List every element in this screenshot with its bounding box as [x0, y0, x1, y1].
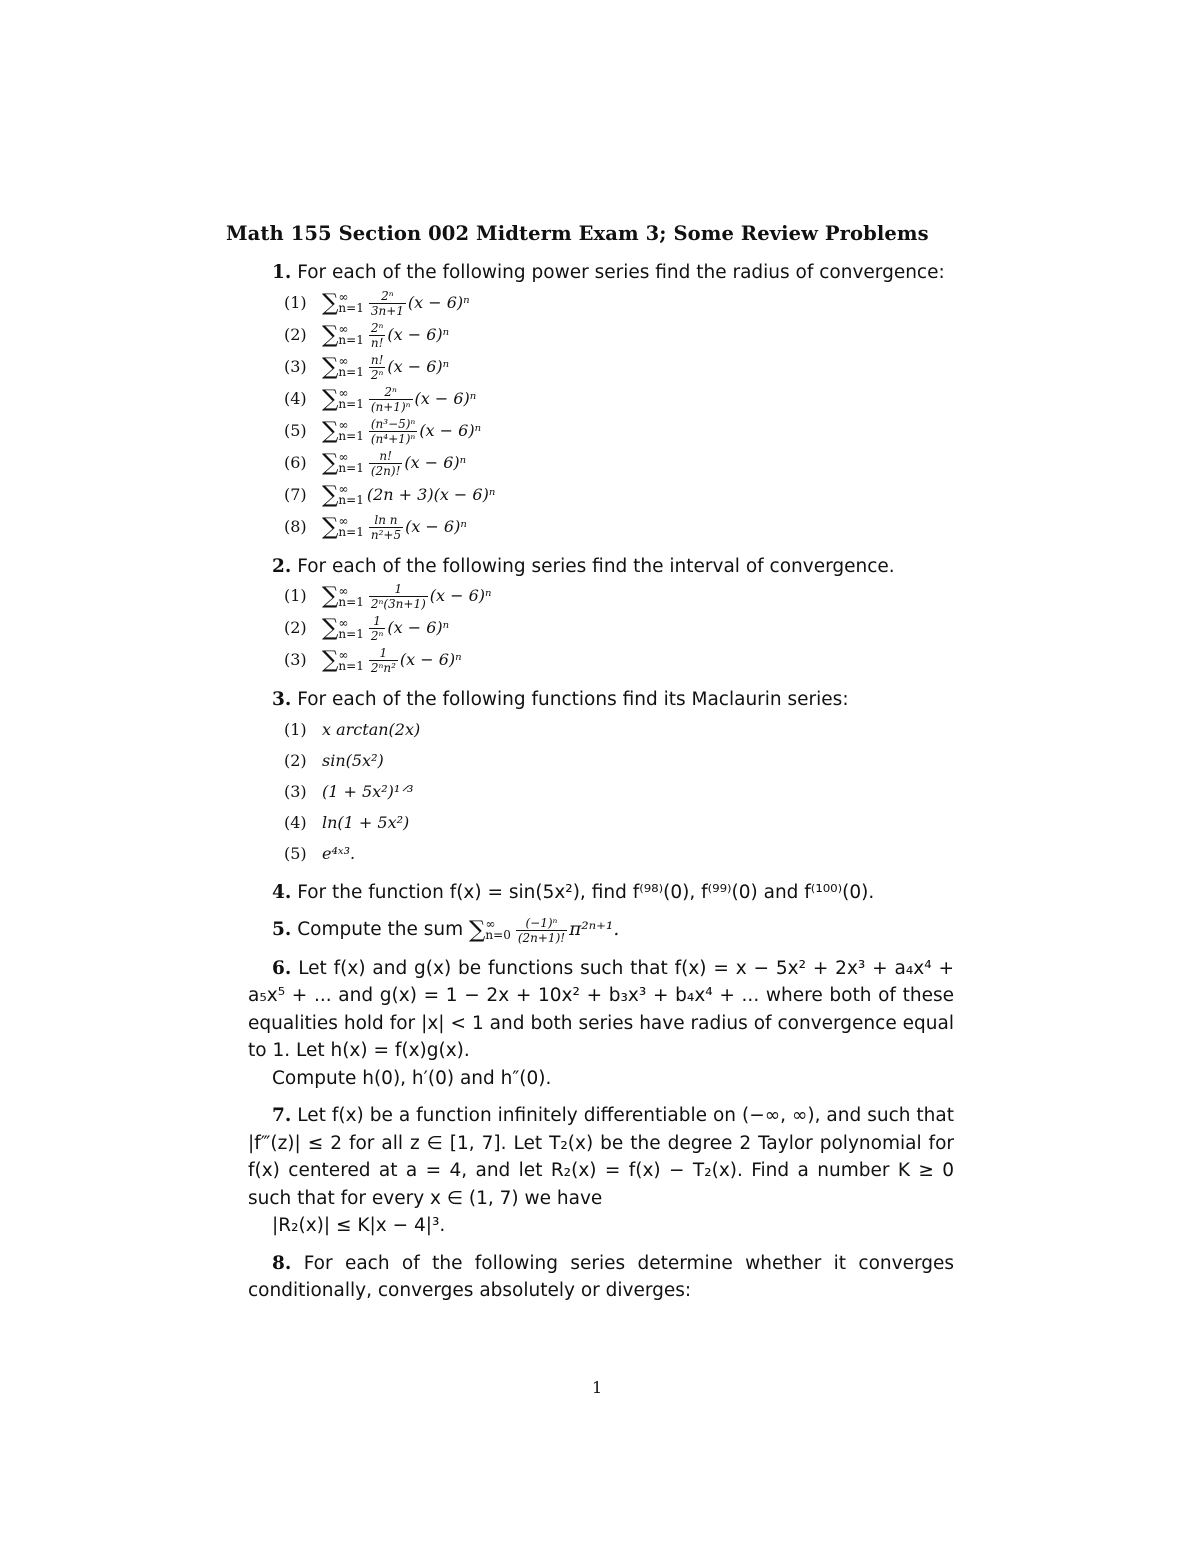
expression-tail: (x − 6)ⁿ	[404, 452, 467, 472]
expression-tail: (x − 6)ⁿ	[399, 650, 462, 669]
sigma-symbol: ∑	[322, 321, 339, 348]
sigma-symbol: ∑	[322, 583, 339, 609]
sum-limits	[338, 516, 363, 538]
sum-limits	[338, 647, 364, 673]
problem-2-items	[248, 580, 954, 676]
denominator: 2ⁿ	[370, 367, 384, 382]
lower-limit: n=1	[338, 397, 364, 411]
upper-limit: ∞	[338, 354, 349, 368]
sigma-symbol: ∑	[322, 449, 339, 476]
item-label: (5)	[284, 420, 307, 440]
fraction	[369, 290, 406, 317]
upper-limit: ∞	[338, 322, 349, 336]
sum-limits	[338, 452, 363, 474]
list-item	[284, 351, 954, 383]
upper-limit: ∞	[338, 615, 349, 630]
numerator: 2ⁿ	[369, 290, 406, 304]
page-number: 1	[592, 1378, 603, 1397]
list-item	[284, 511, 954, 543]
problem-8	[248, 1250, 954, 1305]
numerator: ln n	[369, 514, 403, 528]
lower-limit: n=1	[338, 429, 364, 443]
sigma-symbol: ∑	[322, 615, 339, 641]
expression: sin(5x²)	[322, 750, 384, 770]
problem-3	[248, 686, 954, 714]
sigma-symbol: ∑	[322, 647, 339, 673]
sum-limits	[338, 583, 364, 609]
sigma-symbol: ∑	[322, 289, 339, 316]
sum-limits	[338, 292, 363, 314]
sum-limits	[338, 484, 363, 506]
problem-number: 4.	[272, 881, 292, 903]
denominator: (2n+1)!	[517, 930, 566, 945]
list-item	[284, 287, 954, 319]
lower-limit: n=1	[338, 594, 364, 609]
upper-limit: ∞	[485, 917, 496, 931]
sigma-symbol: ∑	[322, 513, 339, 540]
sum-limits	[338, 615, 364, 641]
upper-limit: ∞	[338, 450, 349, 464]
sigma-symbol: ∑	[322, 385, 339, 412]
item-label: (2)	[284, 750, 307, 770]
lower-limit: n=1	[338, 525, 364, 539]
sum-limits	[338, 388, 363, 410]
expression-tail: (x − 6)ⁿ	[419, 420, 482, 440]
denominator: 2ⁿ	[370, 629, 384, 643]
denominator: n!	[370, 335, 384, 350]
item-label: (1)	[284, 586, 307, 605]
item-label: (4)	[284, 812, 307, 832]
denominator: (n⁴+1)ⁿ	[370, 431, 416, 446]
list-item	[284, 644, 954, 676]
lower-limit: n=1	[338, 333, 364, 347]
sigma-symbol: ∑	[322, 353, 339, 380]
list-item	[284, 776, 954, 807]
problem-number: 2.	[272, 555, 292, 577]
numerator: 1	[369, 647, 398, 661]
denominator: (n+1)ⁿ	[370, 399, 411, 414]
list-item	[284, 580, 954, 612]
fraction	[369, 418, 417, 445]
expression-tail: (x − 6)ⁿ	[387, 618, 450, 637]
list-item	[284, 612, 954, 644]
lower-limit: n=0	[485, 928, 511, 942]
list-item	[284, 319, 954, 351]
problem-number: 8.	[272, 1252, 292, 1274]
expression: ln(1 + 5x²)	[322, 812, 410, 832]
list-item	[284, 714, 954, 745]
expression: (1 + 5x²)¹ᐟ³	[322, 781, 414, 801]
item-label: (3)	[284, 781, 307, 801]
expression-tail: (x − 6)ⁿ	[387, 356, 450, 376]
document-page	[226, 222, 954, 1305]
upper-limit: ∞	[338, 290, 349, 304]
list-item	[284, 447, 954, 479]
problem-text: For the function f(x) = sin(5x²), find f⁽⁹⁸⁾(0), f⁽⁹⁹⁾(0) and f⁽¹⁰⁰⁾(0).	[297, 881, 875, 903]
problem-text: For each of the following power series find the radius of convergence:	[297, 262, 945, 283]
numerator: 2ⁿ	[369, 322, 386, 336]
item-label: (5)	[284, 843, 307, 863]
problem-text-continued: Compute h(0), h′(0) and h″(0).	[272, 1067, 552, 1089]
list-item	[284, 383, 954, 415]
problem-number: 1.	[272, 262, 292, 283]
problem-number: 7.	[272, 1105, 292, 1126]
lower-limit: n=1	[338, 301, 364, 315]
expression-tail: (x − 6)ⁿ	[414, 388, 477, 408]
item-label: (6)	[284, 452, 307, 472]
sum-limits	[485, 919, 510, 941]
fraction	[369, 386, 413, 413]
fraction	[369, 514, 403, 541]
item-label: (8)	[284, 516, 307, 536]
numerator: n!	[370, 352, 384, 367]
sum-limits	[338, 324, 363, 346]
fraction	[369, 615, 386, 642]
expression-tail: (x − 6)ⁿ	[387, 324, 450, 344]
sigma-symbol: ∑	[468, 917, 486, 943]
sigma-symbol: ∑	[322, 481, 339, 508]
item-label: (7)	[284, 484, 307, 504]
denominator: 2ⁿn²	[370, 661, 396, 675]
problem-number: 5.	[272, 919, 292, 940]
problem-7	[248, 1102, 954, 1240]
fraction	[369, 647, 398, 674]
numerator: 2ⁿ	[369, 386, 413, 400]
lower-limit: n=1	[338, 365, 364, 379]
list-item	[284, 807, 954, 838]
sum-limits	[338, 356, 363, 378]
expression: x arctan(2x)	[322, 719, 421, 739]
sigma-symbol: ∑	[322, 417, 339, 444]
list-item	[284, 479, 954, 511]
problem-4	[248, 879, 954, 907]
problem-text: Compute the sum	[297, 919, 464, 940]
fraction	[369, 354, 386, 381]
item-label: (4)	[284, 388, 307, 408]
upper-limit: ∞	[338, 482, 349, 496]
problem-text: Let f(x) be a function infinitely differentiable on (−∞, ∞), and such that |f‴(z)| ≤ 2 for all z ∈ [1, 7]. Let T₂(x) be the degree 2 Taylor polynomial for f(x) centered at a = 4, and let R₂(x) = f(x) − T₂(x). Find a number K ≥ 0 such that for every x ∈ (1, 7) we have	[248, 1105, 954, 1209]
item-label: (2)	[284, 618, 307, 637]
problem-text: For each of the following series determine whether it converges conditionally, converges absolutely or diverges:	[248, 1252, 954, 1301]
item-label: (2)	[284, 324, 307, 344]
expression-tail: π²ⁿ⁺¹.	[569, 919, 620, 940]
problem-3-items	[248, 714, 954, 869]
denominator: (2n)!	[370, 463, 401, 478]
expression: (2n + 3)(x − 6)ⁿ	[366, 484, 496, 504]
problem-1	[248, 259, 954, 287]
item-label: (1)	[284, 719, 307, 739]
page-title: Math 155 Section 002 Midterm Exam 3; Some Review Problems	[226, 222, 929, 245]
numerator: 1	[369, 615, 386, 629]
upper-limit: ∞	[338, 386, 349, 400]
lower-limit: n=1	[338, 461, 364, 475]
fraction	[369, 583, 428, 610]
problem-5	[248, 916, 954, 945]
problem-text: For each of the following functions find its Maclaurin series:	[297, 689, 849, 710]
lower-limit: n=1	[338, 626, 364, 641]
upper-limit: ∞	[338, 647, 349, 662]
upper-limit: ∞	[338, 514, 349, 528]
item-label: (3)	[284, 356, 307, 376]
problem-number: 6.	[272, 957, 292, 979]
lower-limit: n=1	[338, 493, 364, 507]
fraction	[369, 322, 386, 349]
upper-limit: ∞	[338, 583, 349, 598]
sum-limits	[338, 420, 363, 442]
problem-1-items	[248, 287, 954, 543]
lower-limit: n=1	[338, 658, 364, 673]
problem-text: Let f(x) and g(x) be functions such that f(x) = x − 5x² + 2x³ + a₄x⁴ + a₅x⁵ + ... and g(x) = 1 − 2x + 10x² + b₃x³ + b₄x⁴ + ... where both of these equalities hold for |x| < 1 and both series have radius of convergence equal to 1. Let h(x) = f(x)g(x).	[248, 957, 954, 1061]
problem-6	[248, 955, 954, 1093]
expression-tail: (x − 6)ⁿ	[405, 516, 467, 536]
list-item	[284, 745, 954, 776]
upper-limit: ∞	[338, 418, 349, 432]
numerator: 1	[369, 583, 428, 597]
problem-text: For each of the following series find the interval of convergence.	[297, 555, 895, 577]
expression-tail: (x − 6)ⁿ	[407, 292, 470, 312]
list-item	[284, 838, 954, 869]
numerator: (n³−5)ⁿ	[370, 416, 416, 431]
numerator: n!	[369, 450, 403, 464]
fraction	[516, 917, 567, 944]
expression: e⁴ˣ³.	[322, 843, 356, 863]
denominator: 2ⁿ(3n+1)	[370, 597, 426, 611]
problem-text-continued: |R₂(x)| ≤ K|x − 4|³.	[272, 1215, 446, 1236]
denominator: 3n+1	[370, 303, 404, 318]
numerator: (−1)ⁿ	[516, 917, 567, 931]
list-item	[284, 415, 954, 447]
fraction	[369, 450, 403, 477]
problem-2	[248, 553, 954, 581]
item-label: (1)	[284, 292, 307, 312]
expression-tail: (x − 6)ⁿ	[429, 586, 492, 605]
item-label: (3)	[284, 650, 307, 669]
denominator: n²+5	[370, 527, 402, 542]
problem-number: 3.	[272, 689, 292, 710]
